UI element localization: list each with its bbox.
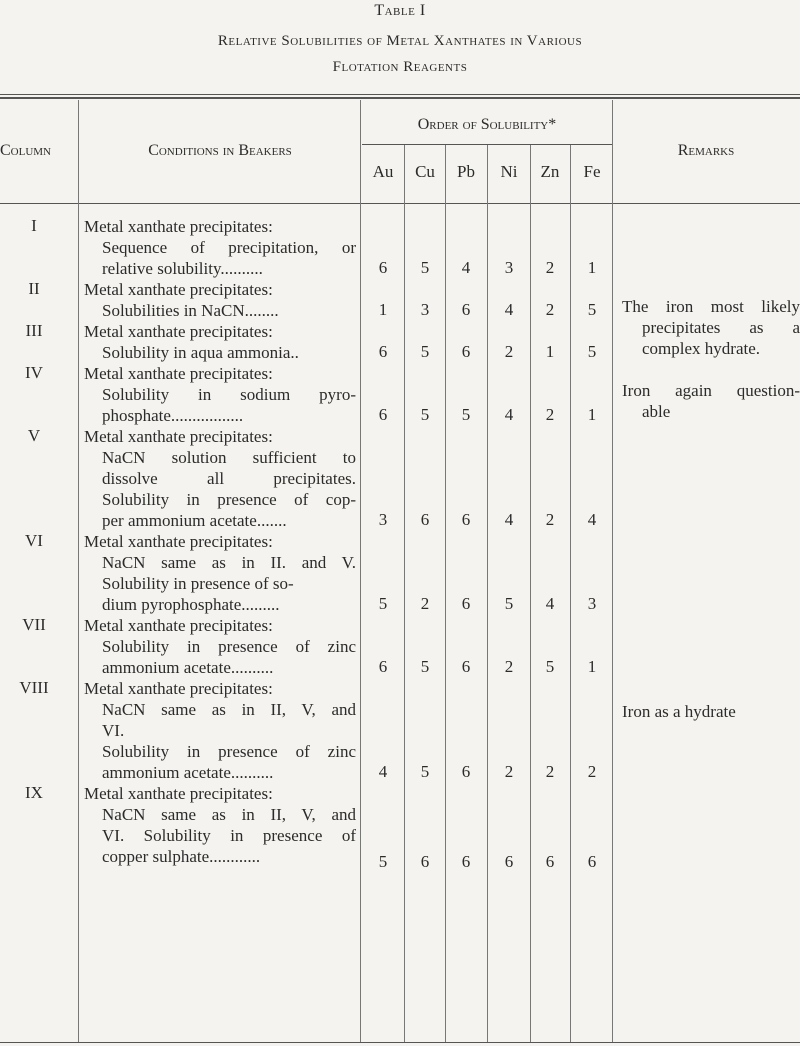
condition-line: dium pyrophosphate......... [102,595,280,614]
condition-line: NaCN same as in II. and V. [102,553,356,572]
top-rule-thin [0,94,800,95]
condition-line: Metal xanthate precipitates: [84,280,273,299]
solubility-value-fe: 2 [587,762,597,781]
solubility-value-fe: 4 [587,510,597,529]
top-rule-thick [0,97,800,99]
solubility-value-cu: 5 [420,342,430,361]
solubility-value-au: 6 [378,258,388,277]
condition-line: copper sulphate............ [102,847,261,866]
condition-line: Solubility in presence of cop- [102,490,356,509]
solubility-value-fe: 1 [587,258,597,277]
metal-header-cu: Cu [415,162,435,181]
solubility-value-au: 6 [378,342,388,361]
solubility-value-fe: 5 [587,300,597,319]
row-id: IV [25,363,43,382]
solubility-value-pb: 6 [461,594,471,613]
row-conditions [84,279,356,321]
row-id: I [31,216,37,235]
condition-line: ammonium acetate.......... [102,658,274,677]
solubility-value-zn: 2 [545,405,555,424]
condition-line: ammonium acetate.......... [102,763,274,782]
condition-line: Solubilities in NaCN........ [102,301,279,320]
solubility-value-cu: 5 [420,762,430,781]
solubility-value-zn: 2 [545,762,555,781]
solubility-value-fe: 1 [587,405,597,424]
condition-line: Sequence of precipitation, or [102,238,356,257]
solubility-value-cu: 6 [420,852,430,871]
solubility-value-au: 6 [378,657,388,676]
solubility-value-ni: 2 [504,342,514,361]
remark-line: The iron most likely [622,297,800,316]
row-conditions [84,426,356,531]
condition-line: Metal xanthate precipitates: [84,427,273,446]
solubility-value-au: 1 [378,300,388,319]
column-divider [570,145,571,1042]
column-divider [487,145,488,1042]
row-conditions [84,363,356,426]
condition-line: Metal xanthate precipitates: [84,679,273,698]
condition-line: Solubility in presence of so- [102,574,294,593]
solubility-value-zn: 6 [545,852,555,871]
solubility-value-cu: 3 [420,300,430,319]
solubility-value-au: 4 [378,762,388,781]
solubility-value-ni: 4 [504,405,514,424]
row-conditions [84,783,356,867]
solubility-value-cu: 5 [420,405,430,424]
solubility-value-au: 6 [378,405,388,424]
remark-line: complex hydrate. [642,339,761,358]
table-title-line-1: Relative Solubilities of Metal Xanthates in Various [217,33,583,49]
solubility-value-au: 3 [378,510,388,529]
condition-line: Metal xanthate precipitates: [84,364,273,383]
metal-header-zn: Zn [540,162,560,181]
solubility-value-ni: 4 [504,510,514,529]
condition-line: Metal xanthate precipitates: [84,616,273,635]
solubility-value-pb: 6 [461,342,471,361]
condition-line: per ammonium acetate....... [102,511,287,530]
table-label: Table I [374,2,426,19]
row-id: III [25,321,43,340]
solubility-value-cu: 5 [420,258,430,277]
column-divider [360,100,361,1042]
metal-header-fe: Fe [583,162,601,181]
condition-line: Solubility in presence of zinc [102,742,356,761]
column-divider [78,100,79,1042]
solubility-value-zn: 1 [545,342,555,361]
condition-line: Solubility in aqua ammonia.. [102,343,299,362]
solubility-value-zn: 2 [545,258,555,277]
row-id: VI [25,531,43,550]
row-id: V [27,426,41,445]
solubility-value-ni: 4 [504,300,514,319]
solubility-value-fe: 6 [587,852,597,871]
order-of-solubility-header: Order of Solubility* [417,116,557,133]
remark-line: precipitates as a [642,318,800,337]
condition-line: VI. [102,721,125,740]
condition-line: Metal xanthate precipitates: [84,784,273,803]
condition-line: VI. Solubility in presence of [102,826,356,845]
solubility-value-pb: 6 [461,852,471,871]
metal-header-pb: Pb [457,162,475,181]
condition-line: NaCN same as in II, V, and [102,700,356,719]
row-remarks [622,701,800,722]
row-conditions [84,678,356,783]
column-divider [612,100,613,1042]
solubility-value-pb: 6 [461,657,471,676]
row-remarks [622,380,800,422]
condition-line: Solubility in sodium pyro- [102,385,356,404]
solubility-value-zn: 2 [545,300,555,319]
conditions-header: Conditions in Beakers [148,142,292,159]
remark-line: Iron as a hydrate [622,702,736,721]
row-remarks [622,296,800,359]
table-title-line-2: Flotation Reagents [332,59,468,75]
solubility-value-ni: 2 [504,657,514,676]
metal-header-ni: Ni [500,162,518,181]
solubility-value-zn: 5 [545,657,555,676]
solubility-value-fe: 5 [587,342,597,361]
solubility-value-au: 5 [378,594,388,613]
condition-line: Metal xanthate precipitates: [84,322,273,341]
remarks-header: Remarks [677,142,735,159]
row-conditions [84,615,356,678]
solubility-value-ni: 6 [504,852,514,871]
solubility-value-pb: 6 [461,510,471,529]
row-id: IX [25,783,43,802]
row-conditions [84,321,356,363]
solubility-value-fe: 1 [587,657,597,676]
row-id: VII [22,615,46,634]
solubility-value-au: 5 [378,852,388,871]
solubility-value-pb: 4 [461,258,471,277]
condition-line: NaCN same as in II, V, and [102,805,356,824]
solubility-value-pb: 6 [461,300,471,319]
row-conditions [84,531,356,615]
solubility-value-ni: 5 [504,594,514,613]
row-id: VIII [19,678,49,697]
remark-line: Iron again question- [622,381,800,400]
condition-line: Solubility in presence of zinc [102,637,356,656]
solubility-value-cu: 6 [420,510,430,529]
solubility-value-pb: 6 [461,762,471,781]
solubility-value-zn: 4 [545,594,555,613]
header-bottom-rule [0,203,800,204]
remark-line: able [642,402,671,421]
bottom-rule [0,1042,800,1043]
solubility-value-zn: 2 [545,510,555,529]
row-conditions [84,216,356,279]
solubility-value-cu: 2 [420,594,430,613]
condition-line: relative solubility.......... [102,259,263,278]
solubility-value-ni: 3 [504,258,514,277]
metal-header-au: Au [372,162,394,181]
condition-line: dissolve all precipitates. [102,469,356,488]
condition-line: Metal xanthate precipitates: [84,532,273,551]
condition-line: phosphate................. [102,406,244,425]
column-header: Column [0,142,52,159]
row-id: II [28,279,40,298]
condition-line: NaCN solution sufficient to [102,448,356,467]
solubility-value-fe: 3 [587,594,597,613]
solubility-value-ni: 2 [504,762,514,781]
solubility-value-cu: 5 [420,657,430,676]
solubility-value-pb: 5 [461,405,471,424]
condition-line: Metal xanthate precipitates: [84,217,273,236]
